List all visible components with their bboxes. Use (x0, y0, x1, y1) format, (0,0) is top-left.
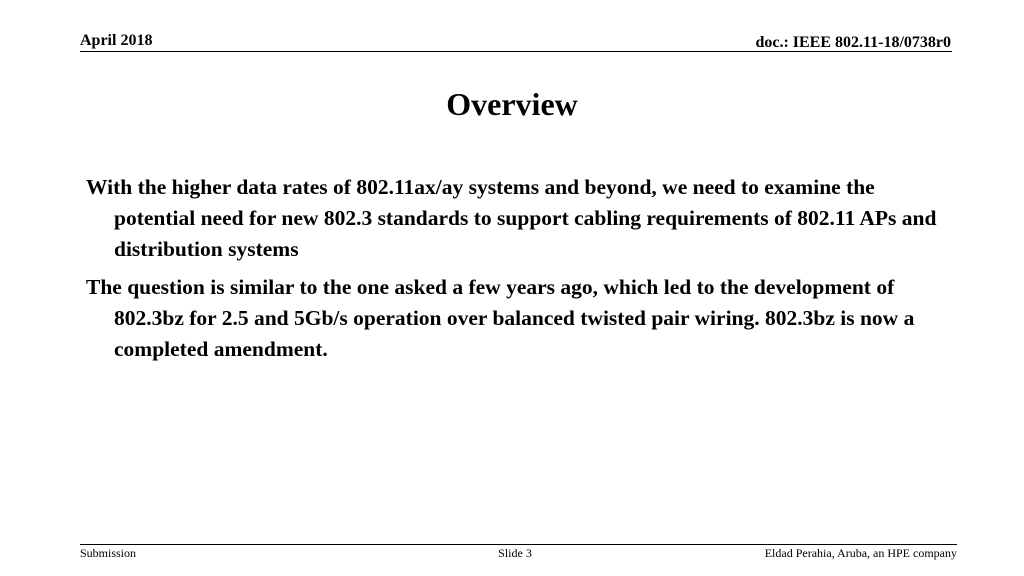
footer-slide-number: Slide 3 (498, 546, 532, 560)
footer-author: Eldad Perahia, Aruba, an HPE company (764, 546, 957, 560)
footer-submission: Submission (80, 546, 137, 560)
bullet-item: With the higher data rates of 802.11ax/ay systems and beyond, we need to examine the potential need for new 802.3 standards to support cabling requirements of 802.11 APs and distribution systems (86, 175, 937, 261)
slide-title: Overview (446, 86, 578, 122)
bullet-list (86, 172, 946, 372)
header-date: April 2018 (80, 32, 153, 49)
footer-divider (80, 544, 957, 545)
header-doc-id: doc.: IEEE 802.11-18/0738r0 (755, 34, 951, 51)
header-divider (80, 51, 952, 52)
bullet-item: The question is similar to the one asked a few years ago, which led to the development of 802.3bz for 2.5 and 5Gb/s operation over balanced twisted pair wiring. 802.3bz is now a completed amendment. (86, 275, 915, 361)
